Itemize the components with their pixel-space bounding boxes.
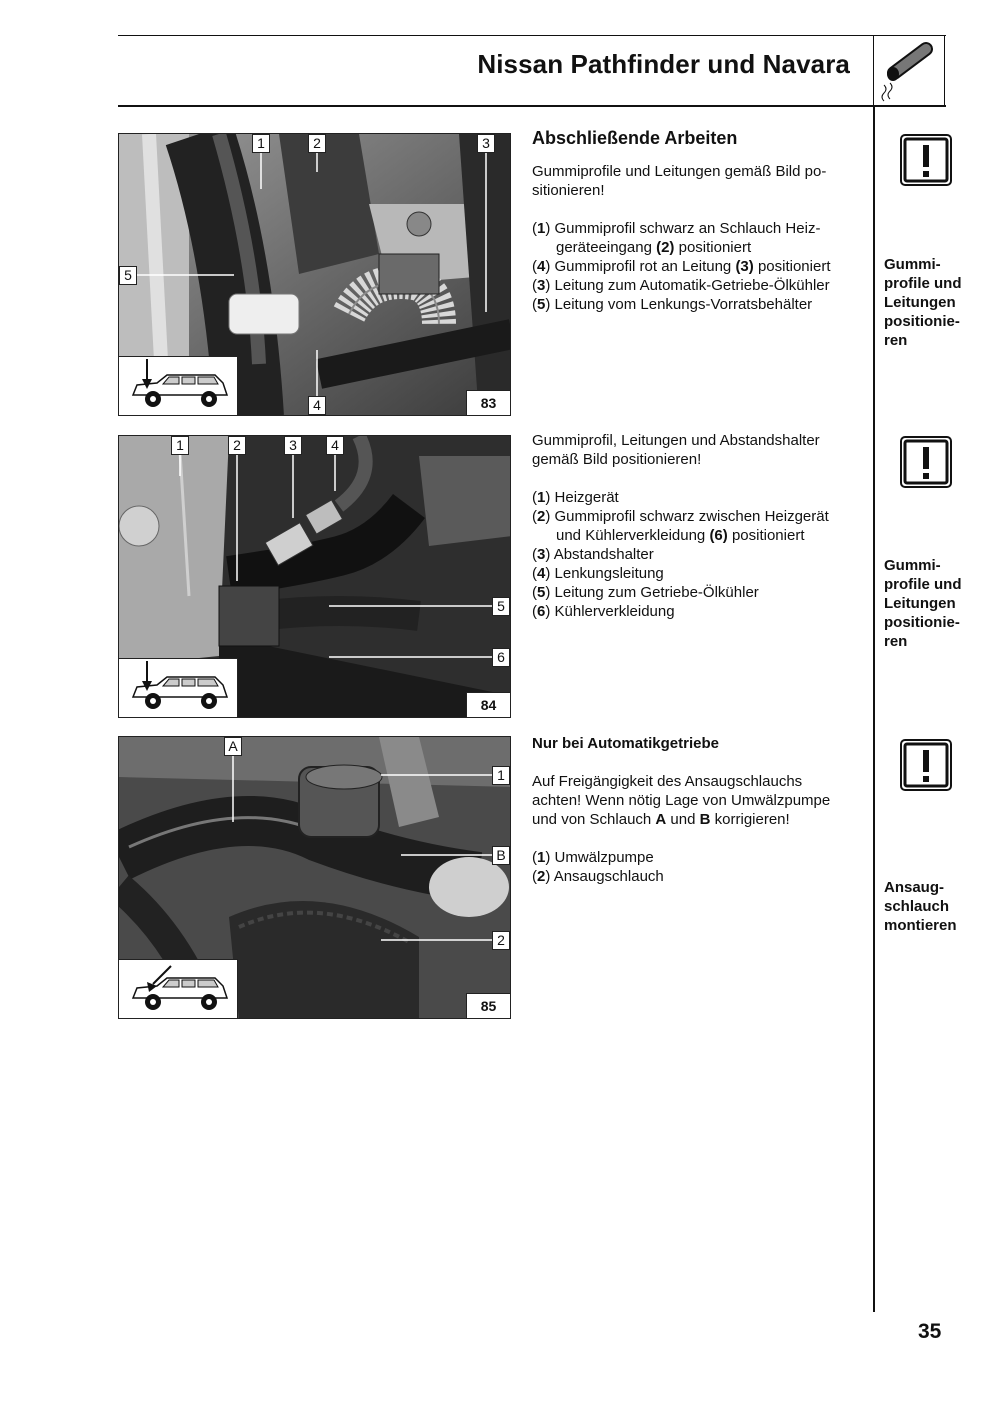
section-84-text [532,431,867,621]
section-subtitle: Nur bei Automatikgetriebe [532,735,719,752]
figure-number: 84 [466,692,511,718]
callout-label: 1 [171,436,189,455]
list-item: (5) Leitung zum Getriebe-Ölkühler [532,584,759,601]
margin-note: Ansaug- schlauch montieren [884,879,957,934]
car-view-icon [118,356,238,416]
callout-label: 2 [228,436,246,455]
list-item: (1) Umwälzpumpe [532,849,654,866]
list-item: (6) Kühlerverkleidung [532,603,675,620]
margin-rule [873,106,875,1312]
list-item: (4) Lenkungsleitung [532,565,664,582]
page-title: Nissan Pathfinder und Navara [477,49,850,79]
figure-83-photo [118,133,511,416]
figure-number: 85 [466,993,511,1019]
exclamation-warning-icon [900,739,952,791]
callout-label: 5 [492,597,510,616]
header-top-rule [118,35,946,36]
callout-label: 1 [252,134,270,153]
section-85-text [532,734,867,886]
callout-label: 2 [492,931,510,950]
callout-label: 2 [308,134,326,153]
list-item: (3) Abstandshalter [532,546,654,563]
section-title: Abschließende Arbeiten [532,128,738,148]
section-intro: Gummiprofile und Leitungen gemäß Bild po- sitionieren! [532,163,827,199]
list-item: (3) Leitung zum Automatik-Getriebe-Ölkühler [532,277,830,294]
list-item: (1) Heizgerät [532,489,619,506]
item-list [532,848,867,886]
car-view-icon [118,959,238,1019]
callout-label: A [224,737,242,756]
callout-label: 1 [492,766,510,785]
list-item: (1) Gummiprofil schwarz an Schlauch Heiz- geräteeingang (2) positioniert [532,220,821,256]
callout-label: B [492,846,510,865]
exclamation-warning-icon [900,134,952,186]
margin-note: Gummi- profile und Leitungen positionie- ren [884,557,962,650]
item-list [532,488,867,621]
margin-note: Gummi- profile und Leitungen positionie- ren [884,256,962,349]
callout-label: 4 [308,396,326,415]
list-item: (2) Gummiprofil schwarz zwischen Heizgerät und Kühlerverkleidung (6) positioniert [532,508,829,544]
callout-label: 3 [284,436,302,455]
section-83-text [532,129,867,314]
callout-label: 4 [326,436,344,455]
list-item: (4) Gummiprofil rot an Leitung (3) positioniert [532,258,831,275]
callout-label: 5 [119,266,137,285]
list-item: (5) Leitung vom Lenkungs-Vorratsbehälter [532,296,813,313]
callout-label: 6 [492,648,510,667]
list-item: (2) Ansaugschlauch [532,868,664,885]
exclamation-warning-icon [900,436,952,488]
car-view-icon [118,658,238,718]
callout-label: 3 [477,134,495,153]
hose-icon [873,35,945,107]
section-intro: Auf Freigängigkeit des Ansaugschlauchs achten! Wenn nötig Lage von Umwälzpumpe und von Schlauch A und B korrigieren! [532,773,831,828]
page-number: 35 [918,1320,942,1343]
figure-84-photo [118,435,511,718]
section-intro: Gummiprofil, Leitungen und Abstandshalter gemäß Bild positionieren! [532,432,820,468]
item-list [532,219,867,314]
figure-number: 83 [466,390,511,416]
header-bottom-rule [118,105,946,107]
figure-85-photo [118,736,511,1019]
